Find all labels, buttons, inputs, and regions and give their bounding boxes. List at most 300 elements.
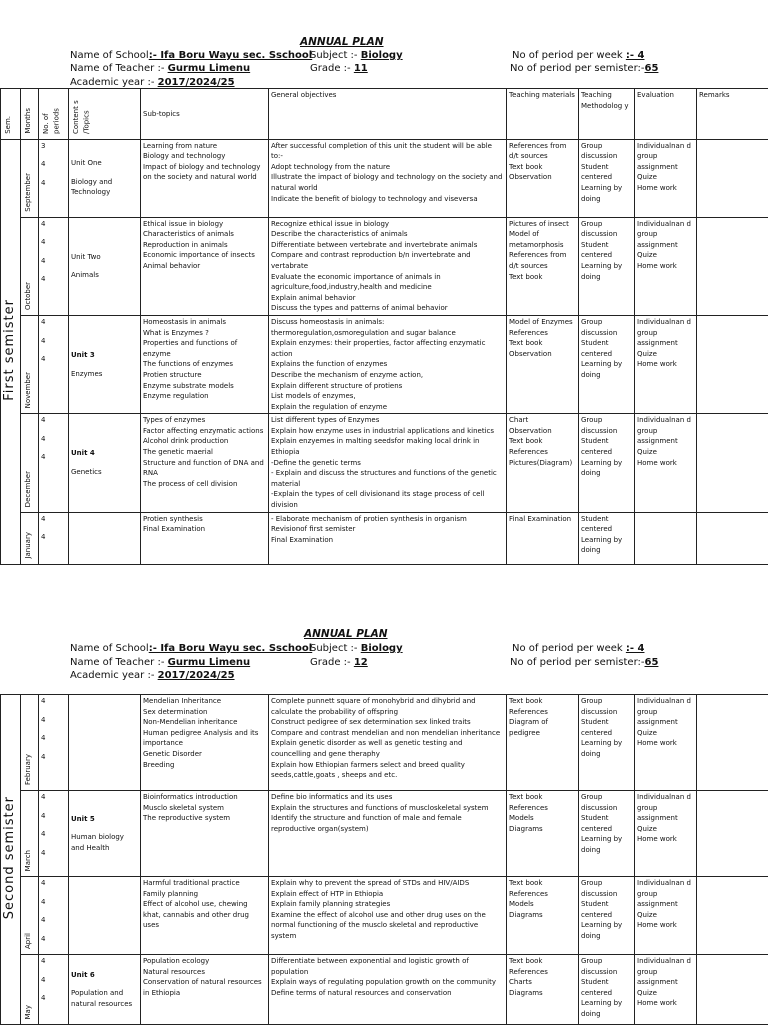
teacher-label: Name of Teacher :- xyxy=(70,657,168,668)
period-value: 4 xyxy=(41,178,66,189)
subtopic: Enzyme regulation xyxy=(143,391,266,402)
school-line-1 xyxy=(70,49,312,62)
period-value: 4 xyxy=(41,159,66,170)
objective: Adopt technology from the nature xyxy=(271,162,504,173)
material: Text book xyxy=(509,792,576,803)
material: Text book xyxy=(509,436,576,447)
objective: Evaluate the economic importance of animals in agriculture,food,industry,health and medicine xyxy=(271,272,504,293)
method: Group discussion xyxy=(581,792,632,813)
objectives-cell xyxy=(269,414,507,512)
period-value: 4 xyxy=(41,415,66,426)
subtopic: Harmful traditional practice xyxy=(143,878,266,889)
period-value: 4 xyxy=(41,848,66,859)
objective: Complete punnett square of monohybrid and dihybrid and calculate the probability of offspring xyxy=(271,696,504,717)
unit-title: Unit One xyxy=(71,158,138,169)
unit-title: Unit 5 xyxy=(71,814,138,825)
objective: Explain family planning strategies xyxy=(271,899,504,910)
remarks-cell xyxy=(697,315,768,413)
method: Student centered xyxy=(581,813,632,834)
semester-label: First semister xyxy=(5,299,16,401)
semester-cell xyxy=(1,139,21,564)
subtopic: The functions of enzymes xyxy=(143,359,266,370)
unit-cell xyxy=(69,791,141,877)
materials-cell xyxy=(507,791,579,877)
unit-name: Animals xyxy=(71,270,138,281)
grade-line-2 xyxy=(310,656,368,669)
objective: thermoregulation,osmoregulation and sugar balance xyxy=(271,328,504,339)
remarks-cell xyxy=(697,414,768,512)
subject-label: Subject :- xyxy=(310,643,361,654)
method: Group discussion xyxy=(581,415,632,436)
remarks-cell xyxy=(697,139,768,217)
method: Student centered xyxy=(581,717,632,738)
table-row xyxy=(1,139,768,217)
subtopic: Breeding xyxy=(143,760,266,771)
objective: Differentiate between vertebrate and invertebrate animals xyxy=(271,240,504,251)
grade-value: 11 xyxy=(354,63,368,74)
remarks-cell xyxy=(697,512,768,564)
subtopics-cell xyxy=(141,791,269,877)
period-value: 4 xyxy=(41,829,66,840)
method: Student centered xyxy=(581,514,632,535)
unit-title: Unit 3 xyxy=(71,350,138,361)
objective: Explain genetic disorder as well as genetic testing and councelling and gene theraphy xyxy=(271,738,504,759)
subtopic: Protien structure xyxy=(143,370,266,381)
month-label: February xyxy=(23,754,34,785)
annual-plan-title-2: ANNUAL PLAN xyxy=(304,628,388,640)
subtopics-cell xyxy=(141,414,269,512)
month-cell xyxy=(21,955,39,1025)
evaluation-cell xyxy=(635,512,697,564)
year-value: 2017/2024/25 xyxy=(158,77,235,88)
col-periods: No. of periods xyxy=(41,90,61,134)
evaluation-cell xyxy=(635,414,697,512)
subject-value: Biology xyxy=(361,50,403,61)
remarks-cell xyxy=(697,955,768,1025)
subtopic: Impact of biology and technology on the society and natural world xyxy=(143,162,266,183)
material: Pictures(Diagram) xyxy=(509,458,576,469)
school-value: :- Ifa Boru Wayu sec. Sschool xyxy=(149,643,313,654)
unit-cell xyxy=(69,695,141,791)
material: Text book xyxy=(509,696,576,707)
subtopic: Economic importance of insects xyxy=(143,250,266,261)
subtopics-cell xyxy=(141,877,269,955)
evaluation: Home work xyxy=(637,738,694,749)
table-row xyxy=(1,315,768,413)
unit-cell xyxy=(69,955,141,1025)
month-cell xyxy=(21,139,39,217)
material: References xyxy=(509,447,576,458)
unit-name: Human biology and Health xyxy=(71,832,138,853)
materials-cell xyxy=(507,512,579,564)
evaluation: Individualnan d group assignment xyxy=(637,317,694,349)
objective: Explains the function of enzymes xyxy=(271,359,504,370)
period-value: 4 xyxy=(41,452,66,463)
objective: Explain effect of HTP in Ethiopia xyxy=(271,889,504,900)
subject-value: Biology xyxy=(361,643,403,654)
period-value: 4 xyxy=(41,532,66,543)
semester-label: Second semister xyxy=(5,796,16,919)
evaluation: Quize xyxy=(637,447,694,458)
objective: List models of enzymes, xyxy=(271,391,504,402)
unit-title: Unit Two xyxy=(71,252,138,263)
subtopic: Musclo skeletal system xyxy=(143,803,266,814)
material: Diagrams xyxy=(509,988,576,999)
method-cell xyxy=(579,217,635,315)
subtopic: Homeostasis in animals xyxy=(143,317,266,328)
period-sem-line-2 xyxy=(510,656,658,669)
school-value: :- Ifa Boru Wayu sec. Sschool xyxy=(149,50,313,61)
evaluation: Home work xyxy=(637,834,694,845)
school-line-2 xyxy=(70,642,312,655)
objective: Illustrate the impact of biology and technology on the society and natural world xyxy=(271,172,504,193)
objective: Define terms of natural resources and conservation xyxy=(271,988,504,999)
evaluation: Individualnan d group assignment xyxy=(637,415,694,447)
period-value: 4 xyxy=(41,219,66,230)
month-label: November xyxy=(23,372,34,408)
subtopic: Mendelian Inheritance xyxy=(143,696,266,707)
material: Text book xyxy=(509,272,576,283)
evaluation: Quize xyxy=(637,250,694,261)
method: Group discussion xyxy=(581,219,632,240)
subtopic: Characteristics of animals xyxy=(143,229,266,240)
material: References from d/t sources xyxy=(509,250,576,271)
material: Final Examination xyxy=(509,514,576,525)
objective: Explain ways of regulating population growth on the community xyxy=(271,977,504,988)
period-week-label: No of period per week xyxy=(512,643,626,654)
method: Student centered xyxy=(581,899,632,920)
material: Observation xyxy=(509,426,576,437)
objective: Define bio informatics and its uses xyxy=(271,792,504,803)
semester-cell xyxy=(1,695,21,1025)
month-label: December xyxy=(23,471,34,507)
method-cell xyxy=(579,877,635,955)
grade-label: Grade :- xyxy=(310,63,354,74)
objectives-cell xyxy=(269,139,507,217)
subtopic: Learning from nature xyxy=(143,141,266,152)
method-cell xyxy=(579,315,635,413)
grade-label: Grade :- xyxy=(310,657,354,668)
evaluation: Home work xyxy=(637,183,694,194)
unit-name: Biology and Technology xyxy=(71,177,138,198)
month-label: September xyxy=(23,173,34,212)
annual-plan-title-1: ANNUAL PLAN xyxy=(300,36,384,48)
periods-cell xyxy=(39,512,69,564)
materials-cell xyxy=(507,217,579,315)
grade-value: 12 xyxy=(354,657,368,668)
subtopic: Population ecology xyxy=(143,956,266,967)
periods-cell xyxy=(39,695,69,791)
period-value: 4 xyxy=(41,317,66,328)
method: Group discussion xyxy=(581,317,632,338)
method-cell xyxy=(579,139,635,217)
period-sem-label: No of period per semister:- xyxy=(510,657,645,668)
method-cell xyxy=(579,791,635,877)
subtopic: The reproductive system xyxy=(143,813,266,824)
teacher-line-2 xyxy=(70,656,250,669)
month-cell xyxy=(21,217,39,315)
month-cell xyxy=(21,315,39,413)
material: References xyxy=(509,707,576,718)
table-row xyxy=(1,512,768,564)
period-week-line-1 xyxy=(512,49,644,62)
subtopic: Natural resources xyxy=(143,967,266,978)
subtopics-cell xyxy=(141,695,269,791)
teacher-value: Gurmu Limenu xyxy=(168,657,251,668)
method: Learning by doing xyxy=(581,183,632,204)
material: References xyxy=(509,803,576,814)
year-label: Academic year :- xyxy=(70,670,158,681)
material: Text book xyxy=(509,878,576,889)
evaluation: Quize xyxy=(637,910,694,921)
period-value: 4 xyxy=(41,993,66,1004)
material: Models xyxy=(509,813,576,824)
method: Student centered xyxy=(581,338,632,359)
objective: After successful completion of this unit the student will be able to:- xyxy=(271,141,504,162)
teacher-value: Gurmu Limenu xyxy=(168,63,251,74)
month-label: January xyxy=(23,532,34,559)
unit-title: Unit 4 xyxy=(71,448,138,459)
material: Models xyxy=(509,899,576,910)
method: Learning by doing xyxy=(581,920,632,941)
objectives-cell xyxy=(269,512,507,564)
material: Charts xyxy=(509,977,576,988)
objectives-cell xyxy=(269,217,507,315)
objective: - Explain and discuss the structures and functions of the genetic material xyxy=(271,468,504,489)
subtopic: Alcohol drink production xyxy=(143,436,266,447)
objective: Revisionof first semister xyxy=(271,524,504,535)
material: Diagrams xyxy=(509,910,576,921)
col-evaluation: Evaluation xyxy=(637,91,674,99)
periods-cell xyxy=(39,414,69,512)
materials-cell xyxy=(507,877,579,955)
unit-title: Unit 6 xyxy=(71,970,138,981)
period-value: 4 xyxy=(41,514,66,525)
unit-name: Population and natural resources xyxy=(71,988,138,1009)
objective: Explain different structure of protiens xyxy=(271,381,504,392)
subtopics-cell xyxy=(141,512,269,564)
evaluation: Individualnan d group assignment xyxy=(637,141,694,173)
evaluation-cell xyxy=(635,695,697,791)
school-label: Name of School xyxy=(70,50,149,61)
col-method: Teaching Methodolog y xyxy=(581,91,629,110)
period-week-line-2 xyxy=(512,642,644,655)
method: Group discussion xyxy=(581,878,632,899)
period-value: 3 xyxy=(41,141,66,152)
evaluation: Home work xyxy=(637,458,694,469)
subtopic: Effect of alcohol use, chewing khat, cannabis and other drug uses xyxy=(143,899,266,931)
material: Chart xyxy=(509,415,576,426)
unit-cell xyxy=(69,315,141,413)
table-row xyxy=(1,217,768,315)
periods-cell xyxy=(39,139,69,217)
objective: List different types of Enzymes xyxy=(271,415,504,426)
unit-cell xyxy=(69,414,141,512)
material: Diagrams xyxy=(509,824,576,835)
subtopic: Enzyme substrate models xyxy=(143,381,266,392)
table-header-row xyxy=(1,89,768,140)
evaluation: Individualnan d group assignment xyxy=(637,956,694,988)
subtopic: The genetic maerial xyxy=(143,447,266,458)
period-value: 4 xyxy=(41,975,66,986)
method: Student centered xyxy=(581,162,632,183)
period-value: 4 xyxy=(41,956,66,967)
material: References xyxy=(509,889,576,900)
subtopics-cell xyxy=(141,217,269,315)
period-value: 4 xyxy=(41,256,66,267)
month-cell xyxy=(21,414,39,512)
subtopics-cell xyxy=(141,315,269,413)
table-row xyxy=(1,955,768,1025)
period-value: 4 xyxy=(41,274,66,285)
remarks-cell xyxy=(697,877,768,955)
objectives-cell xyxy=(269,955,507,1025)
col-sem: Sem. xyxy=(3,116,14,134)
subtopics-cell xyxy=(141,139,269,217)
evaluation: Individualnan d group assignment xyxy=(637,219,694,251)
month-cell xyxy=(21,791,39,877)
objective: Explain the structures and functions of muscloskeletal system xyxy=(271,803,504,814)
method: Learning by doing xyxy=(581,535,632,556)
month-cell xyxy=(21,695,39,791)
method-cell xyxy=(579,955,635,1025)
school-label: Name of School xyxy=(70,643,149,654)
month-label: April xyxy=(23,933,34,949)
method: Learning by doing xyxy=(581,359,632,380)
objective: Explain enzyemes in malting seedsfor making local drink in Ethiopia xyxy=(271,436,504,457)
unit-cell xyxy=(69,139,141,217)
subtopic: Properties and functions of enzyme xyxy=(143,338,266,359)
method: Learning by doing xyxy=(581,261,632,282)
evaluation: Quize xyxy=(637,988,694,999)
period-value: 4 xyxy=(41,878,66,889)
method: Learning by doing xyxy=(581,738,632,759)
objectives-cell xyxy=(269,877,507,955)
objective: Explain the regulation of enzyme xyxy=(271,402,504,413)
evaluation-cell xyxy=(635,217,697,315)
periods-cell xyxy=(39,217,69,315)
objective: Compare and contrast mendelian and non mendelian inheritance xyxy=(271,728,504,739)
subject-line-1 xyxy=(310,49,403,62)
objective: Construct pedigree of sex determination sex linked traits xyxy=(271,717,504,728)
periods-cell xyxy=(39,791,69,877)
objective: Differentiate between exponential and logistic growth of population xyxy=(271,956,504,977)
table-row xyxy=(1,695,768,791)
subtopic: What is Enzymes ? xyxy=(143,328,266,339)
remarks-cell xyxy=(697,217,768,315)
month-label: October xyxy=(23,282,34,310)
material: Observation xyxy=(509,172,576,183)
objective: Explain animal behavior xyxy=(271,293,504,304)
plan-table-2 xyxy=(0,694,768,1025)
month-cell xyxy=(21,512,39,564)
table-row xyxy=(1,414,768,512)
unit-cell xyxy=(69,512,141,564)
unit-cell xyxy=(69,217,141,315)
periods-cell xyxy=(39,315,69,413)
table-row xyxy=(1,877,768,955)
evaluation: Quize xyxy=(637,824,694,835)
evaluation: Individualnan d group assignment xyxy=(637,792,694,824)
subtopic: Protien synthesis xyxy=(143,514,266,525)
evaluation-cell xyxy=(635,955,697,1025)
method: Group discussion xyxy=(581,956,632,977)
objective: Explain why to prevent the spread of STDs and HIV/AIDS xyxy=(271,878,504,889)
subtopic: Structure and function of DNA and RNA xyxy=(143,458,266,479)
col-materials: Teaching materials xyxy=(509,91,575,99)
objective: -Explain the types of cell divisionand its stage process of cell division xyxy=(271,489,504,510)
col-remarks: Remarks xyxy=(699,91,730,99)
year-value: 2017/2024/25 xyxy=(158,670,235,681)
objective: Final Examination xyxy=(271,535,504,546)
grade-line-1 xyxy=(310,62,368,75)
material: References xyxy=(509,967,576,978)
evaluation: Individualnan d group assignment xyxy=(637,696,694,728)
objective: Identify the structure and function of male and female reproductive organ(system) xyxy=(271,813,504,834)
subtopic: Non-Mendelian inheritance xyxy=(143,717,266,728)
subtopic: Types of enzymes xyxy=(143,415,266,426)
objective: Describe the characteristics of animals xyxy=(271,229,504,240)
material: Text book xyxy=(509,956,576,967)
unit-name: Genetics xyxy=(71,467,138,478)
subtopic: Reproduction in animals xyxy=(143,240,266,251)
material: Pictures of insect xyxy=(509,219,576,230)
material: References from d/t sources xyxy=(509,141,576,162)
subtopic: Sex determination xyxy=(143,707,266,718)
period-sem-label: No of period per semister:- xyxy=(510,63,645,74)
evaluation-cell xyxy=(635,139,697,217)
periods-cell xyxy=(39,955,69,1025)
materials-cell xyxy=(507,955,579,1025)
period-value: 4 xyxy=(41,934,66,945)
teacher-line-1 xyxy=(70,62,250,75)
period-value: 4 xyxy=(41,897,66,908)
objective: Explain how Ethiopian farmers select and breed quality seeds,cattle,goats , sheeps and etc. xyxy=(271,760,504,781)
materials-cell xyxy=(507,139,579,217)
period-value: 4 xyxy=(41,733,66,744)
method: Student centered xyxy=(581,977,632,998)
remarks-cell xyxy=(697,791,768,877)
period-value: 4 xyxy=(41,336,66,347)
month-label: May xyxy=(23,1005,34,1019)
objective: Examine the effect of alcohol use and other drug uses on the normal functioning of the musclo skeletal and reproductive system xyxy=(271,910,504,942)
year-label: Academic year :- xyxy=(70,77,158,88)
evaluation: Individualnan d group assignment xyxy=(637,878,694,910)
period-value: 4 xyxy=(41,434,66,445)
table-row xyxy=(1,791,768,877)
material: Observation xyxy=(509,349,576,360)
period-value: 4 xyxy=(41,354,66,365)
objective: Compare and contrast reproduction b/n invertebrate and vertabrate xyxy=(271,250,504,271)
col-months: Months xyxy=(23,108,34,134)
period-sem-value: 65 xyxy=(645,63,659,74)
subtopic: Bioinformatics introduction xyxy=(143,792,266,803)
period-value: 4 xyxy=(41,696,66,707)
method: Learning by doing xyxy=(581,834,632,855)
evaluation: Quize xyxy=(637,349,694,360)
objective: Recognize ethical issue in biology xyxy=(271,219,504,230)
materials-cell xyxy=(507,315,579,413)
periods-cell xyxy=(39,877,69,955)
material: Model of Enzymes xyxy=(509,317,576,328)
method: Learning by doing xyxy=(581,998,632,1019)
evaluation: Home work xyxy=(637,359,694,370)
year-line-2 xyxy=(70,669,235,682)
period-value: 4 xyxy=(41,237,66,248)
materials-cell xyxy=(507,414,579,512)
col-objectives: General objectives xyxy=(271,91,336,99)
period-value: 4 xyxy=(41,715,66,726)
